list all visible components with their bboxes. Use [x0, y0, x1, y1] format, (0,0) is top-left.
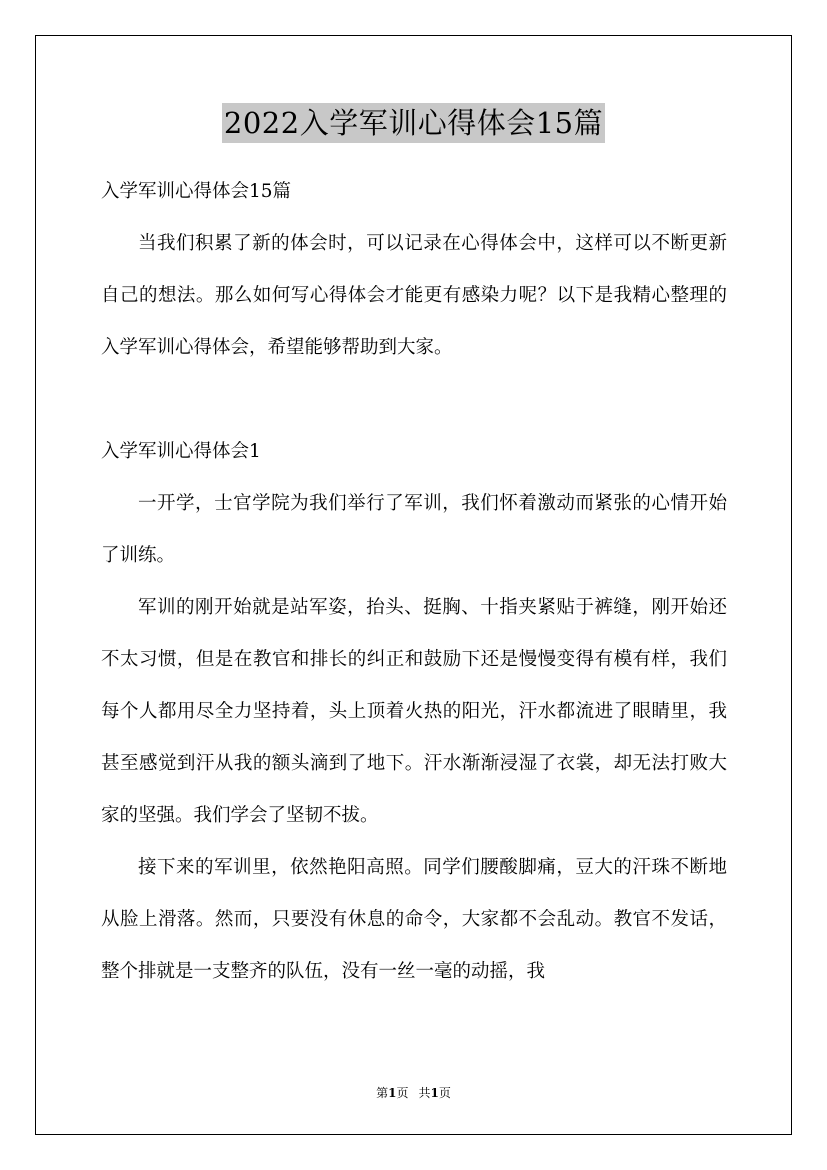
body-paragraph-3: 接下来的军训里，依然艳阳高照。同学们腰酸脚痛，豆大的汗珠不断地从脸上滑落。然而，只要没有休息的命令，大家都不会乱动。教官不发话，整个排就是一支整齐的队伍，没有一丝一毫的动摇，我	[101, 857, 727, 982]
intro-paragraph: 当我们积累了新的体会时，可以记录在心得体会中，这样可以不断更新自己的想法。那么如何写心得体会才能更有感染力呢？以下是我精心整理的入学军训心得体会，希望能够帮助到大家。	[101, 233, 727, 358]
footer-page-total: 1	[430, 1086, 439, 1100]
footer-page-suffix: 页	[396, 1086, 409, 1100]
title-container	[0, 103, 827, 143]
body-paragraph-2: 军训的刚开始就是站军姿，抬头、挺胸、十指夹紧贴于裤缝，刚开始还不太习惯，但是在教官和排长的纠正和鼓励下还是慢慢变得有模有样，我们每个人都用尽全力坚持着，头上顶着火热的阳光，汗水都流进了眼睛里，我甚至感觉到汗从我的额头滴到了地下。汗水渐渐浸湿了衣裳，却无法打败大家的坚强。我们学会了坚韧不拔。	[101, 597, 727, 826]
document-body	[101, 166, 727, 998]
document-subtitle: 入学军训心得体会15篇	[101, 181, 292, 202]
footer-total-prefix: 共	[418, 1086, 431, 1100]
footer-page-current: 1	[388, 1086, 397, 1100]
page-footer	[0, 1084, 827, 1102]
document-title: 2022入学军训心得体会15篇	[222, 103, 605, 143]
paragraph-gap	[101, 374, 727, 426]
footer-total-suffix: 页	[438, 1086, 451, 1100]
section-heading: 入学军训心得体会1	[101, 441, 261, 462]
footer-page-prefix: 第	[376, 1086, 389, 1100]
body-paragraph-1: 一开学，士官学院为我们举行了军训，我们怀着激动而紧张的心情开始了训练。	[101, 493, 727, 566]
